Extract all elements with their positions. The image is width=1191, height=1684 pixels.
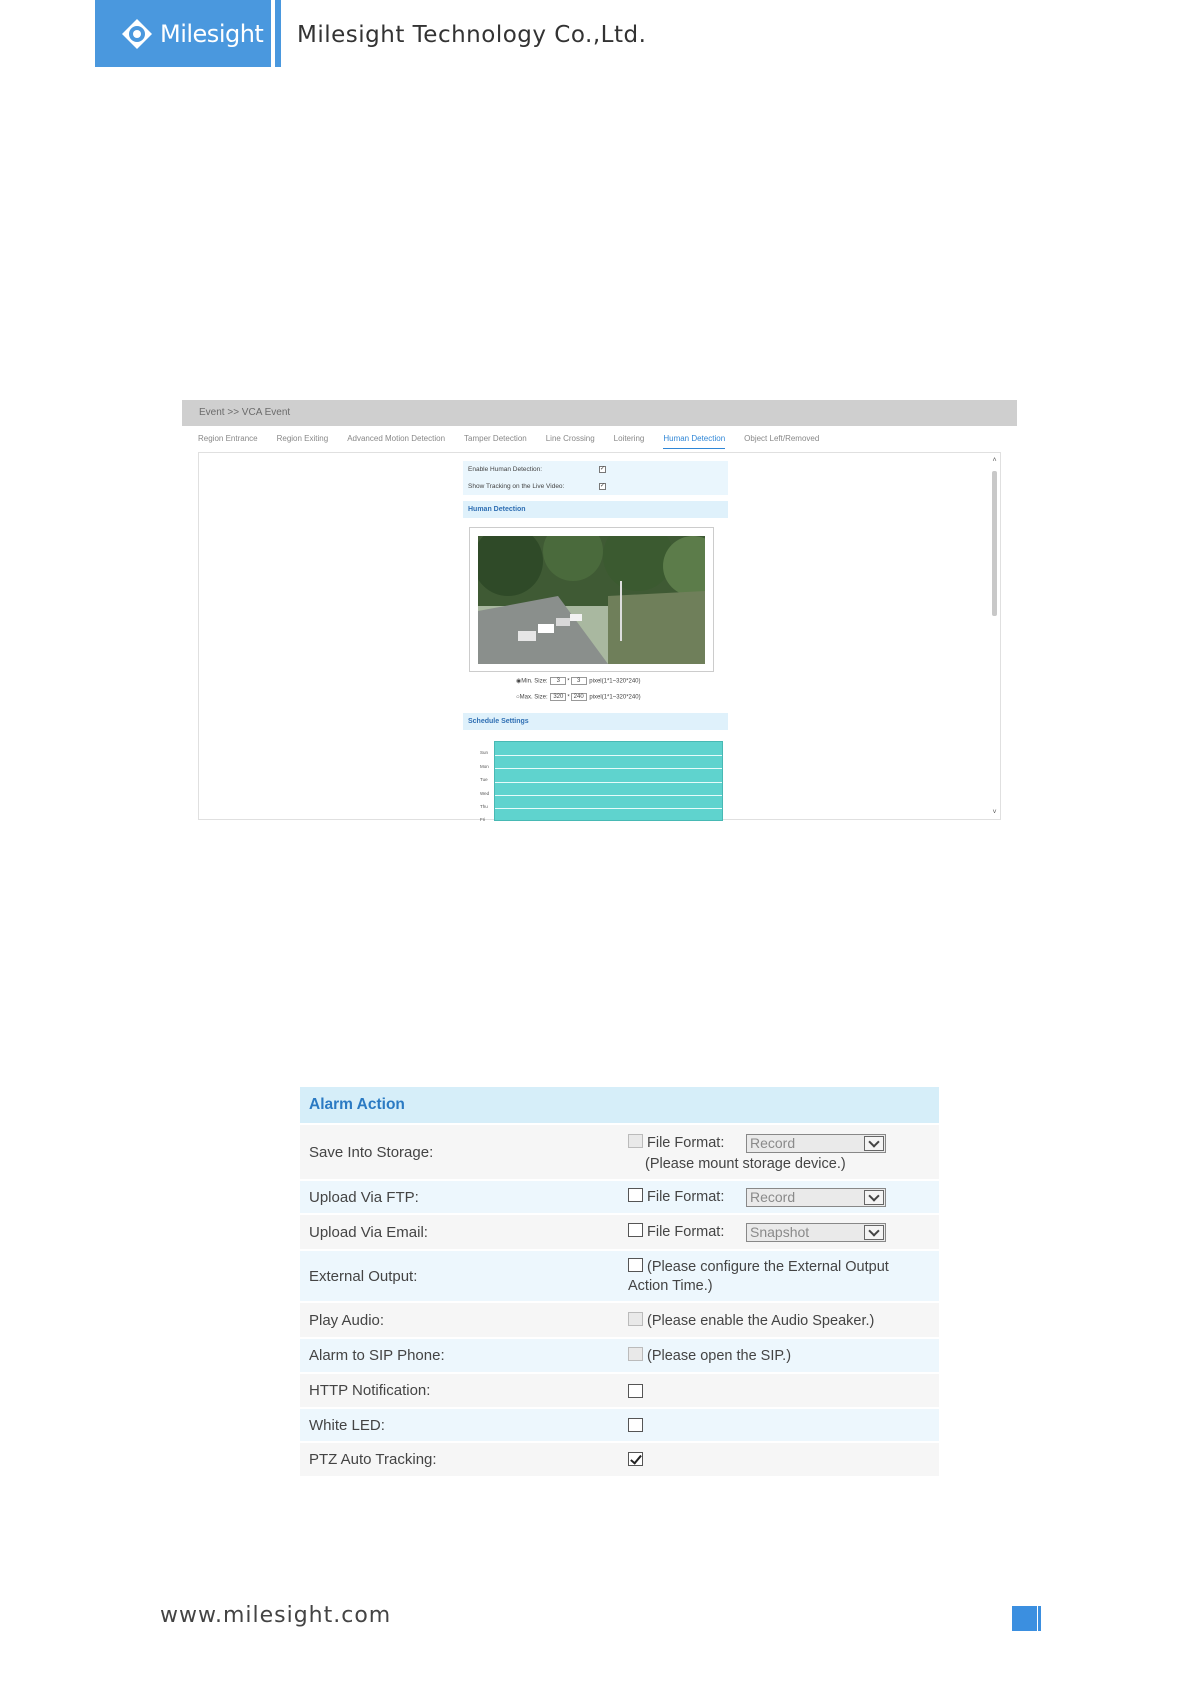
storage-file-format-value: Record [750, 1135, 796, 1151]
show-tracking-label: Show Tracking on the Live Video: [468, 483, 565, 490]
file-format-label: File Format: [647, 1189, 725, 1205]
min-size-separator: * [567, 678, 570, 685]
ptz-auto-tracking-row [300, 1441, 939, 1476]
vca-panel [198, 452, 1001, 820]
white-led-checkbox[interactable] [628, 1418, 643, 1432]
min-size-unit: pixel(1*1~320*240) [589, 678, 641, 685]
ptz-auto-tracking-checkbox[interactable] [628, 1452, 643, 1466]
external-output-checkbox[interactable] [628, 1258, 643, 1272]
play-audio-checkbox[interactable] [628, 1312, 643, 1326]
min-height-input[interactable]: 3 [571, 677, 587, 685]
upload-via-ftp-value [619, 1181, 939, 1213]
http-notification-label: HTTP Notification: [309, 1382, 431, 1399]
schedule-settings-section-title: Schedule Settings [463, 713, 728, 730]
ftp-file-format-select[interactable] [746, 1188, 886, 1207]
page-marker [1012, 1606, 1037, 1631]
show-tracking-row [463, 478, 728, 495]
external-output-row [300, 1249, 939, 1301]
company-name: Milesight Technology Co.,Ltd. [297, 22, 647, 48]
save-into-storage-value [619, 1125, 939, 1179]
min-size-radio-icon[interactable]: ◉ [516, 678, 522, 685]
upload-via-email-checkbox[interactable] [628, 1223, 643, 1237]
logo-text: Milesight [160, 19, 264, 48]
milesight-logo [95, 0, 271, 67]
white-led-label: White LED: [309, 1416, 385, 1434]
live-video-frame [469, 527, 714, 672]
tab-human-detection[interactable]: Human Detection [663, 431, 725, 449]
alarm-to-sip-phone-checkbox[interactable] [628, 1347, 643, 1361]
play-audio-row [300, 1301, 939, 1337]
header-divider [275, 0, 281, 67]
day-label: Sun [480, 750, 489, 755]
play-audio-value [619, 1303, 939, 1337]
scroll-up-icon[interactable]: ˄ [992, 457, 997, 464]
day-label: Thu [480, 804, 488, 809]
http-notification-value [619, 1374, 939, 1407]
max-height-input[interactable]: 240 [571, 693, 587, 701]
play-audio-label: Play Audio: [309, 1311, 385, 1329]
day-label: Fri [480, 817, 486, 822]
show-tracking-checkbox[interactable]: ✓ [600, 483, 606, 489]
min-size-label: Min. Size: [521, 678, 548, 685]
tab-region-exiting[interactable]: Region Exiting [276, 434, 329, 443]
chevron-down-icon[interactable] [864, 1136, 884, 1151]
upload-via-email-row [300, 1213, 939, 1249]
save-into-storage-checkbox[interactable] [628, 1134, 643, 1148]
milesight-logo-icon [120, 17, 154, 51]
footer-url: www.milesight.com [160, 1603, 392, 1628]
day-label: Wed [480, 791, 490, 796]
alarm-action-title: Alarm Action [300, 1087, 939, 1123]
alarm-to-sip-phone-value [619, 1339, 939, 1372]
scroll-down-icon[interactable]: ˅ [992, 809, 997, 816]
tab-region-entrance[interactable]: Region Entrance [198, 434, 258, 443]
email-file-format-value: Snapshot [750, 1224, 810, 1240]
tab-tamper-detection[interactable]: Tamper Detection [464, 434, 527, 443]
white-led-row [300, 1407, 939, 1441]
save-into-storage-label: Save Into Storage: [309, 1143, 434, 1161]
vca-tabs [198, 431, 838, 449]
day-label: Mon [480, 764, 489, 769]
email-file-format-select[interactable] [746, 1223, 886, 1242]
enable-human-detection-checkbox[interactable]: ✓ [600, 466, 606, 472]
max-size-separator: * [567, 694, 570, 701]
breadcrumb: Event >> VCA Event [182, 400, 1017, 426]
human-detection-section-title: Human Detection [463, 501, 728, 518]
white-led-value [619, 1409, 939, 1441]
external-output-value [619, 1251, 939, 1301]
schedule-grid[interactable] [480, 738, 723, 821]
storage-file-format-select[interactable] [746, 1134, 886, 1153]
tab-advanced-motion-detection[interactable]: Advanced Motion Detection [347, 434, 446, 443]
sip-note: (Please open the SIP.) [647, 1348, 792, 1364]
upload-via-ftp-row [300, 1179, 939, 1213]
chevron-down-icon[interactable] [864, 1190, 884, 1205]
tab-loitering[interactable]: Loitering [613, 434, 645, 443]
ptz-auto-tracking-value [619, 1443, 939, 1476]
save-into-storage-row [300, 1123, 939, 1179]
play-audio-note: (Please enable the Audio Speaker.) [647, 1313, 875, 1329]
storage-note: (Please mount storage device.) [645, 1156, 846, 1172]
min-size-row [516, 677, 641, 685]
max-size-radio-icon[interactable]: ○ [516, 694, 520, 701]
scrollbar-thumb[interactable] [992, 471, 997, 616]
page-marker-line [1038, 1606, 1041, 1631]
camera-preview-image[interactable] [478, 536, 705, 664]
tab-object-left-removed[interactable]: Object Left/Removed [744, 434, 820, 443]
upload-via-ftp-checkbox[interactable] [628, 1188, 643, 1202]
alarm-to-sip-phone-row [300, 1337, 939, 1372]
file-format-label: File Format: [647, 1224, 725, 1240]
upload-via-email-label: Upload Via Email: [309, 1223, 428, 1241]
external-output-note-line1: (Please configure the External Output [647, 1259, 889, 1275]
upload-via-ftp-label: Upload Via FTP: [309, 1188, 419, 1206]
scrollbar[interactable] [991, 457, 998, 817]
alarm-action-table [300, 1087, 939, 1476]
http-notification-checkbox[interactable] [628, 1384, 643, 1398]
ptz-auto-tracking-label: PTZ Auto Tracking: [309, 1451, 437, 1468]
file-format-label: File Format: [647, 1135, 725, 1151]
max-size-row [516, 693, 641, 701]
enable-human-detection-row [463, 461, 728, 478]
external-output-note-line2: Action Time.) [628, 1278, 713, 1294]
schedule-cells[interactable] [494, 741, 723, 821]
chevron-down-icon[interactable] [864, 1225, 884, 1240]
enable-human-detection-label: Enable Human Detection: [468, 466, 543, 473]
max-size-label: Max. Size: [519, 694, 548, 701]
ftp-file-format-value: Record [750, 1189, 796, 1205]
upload-via-email-value [619, 1215, 939, 1249]
vca-event-screenshot [182, 400, 1017, 820]
tab-line-crossing[interactable]: Line Crossing [545, 434, 595, 443]
min-width-input[interactable]: 3 [550, 677, 566, 685]
day-label: Tue [480, 777, 488, 782]
max-size-unit: pixel(1*1~320*240) [589, 694, 641, 701]
alarm-to-sip-phone-label: Alarm to SIP Phone: [309, 1347, 445, 1364]
http-notification-row [300, 1372, 939, 1407]
external-output-label: External Output: [309, 1267, 418, 1285]
max-width-input[interactable]: 320 [550, 693, 566, 701]
